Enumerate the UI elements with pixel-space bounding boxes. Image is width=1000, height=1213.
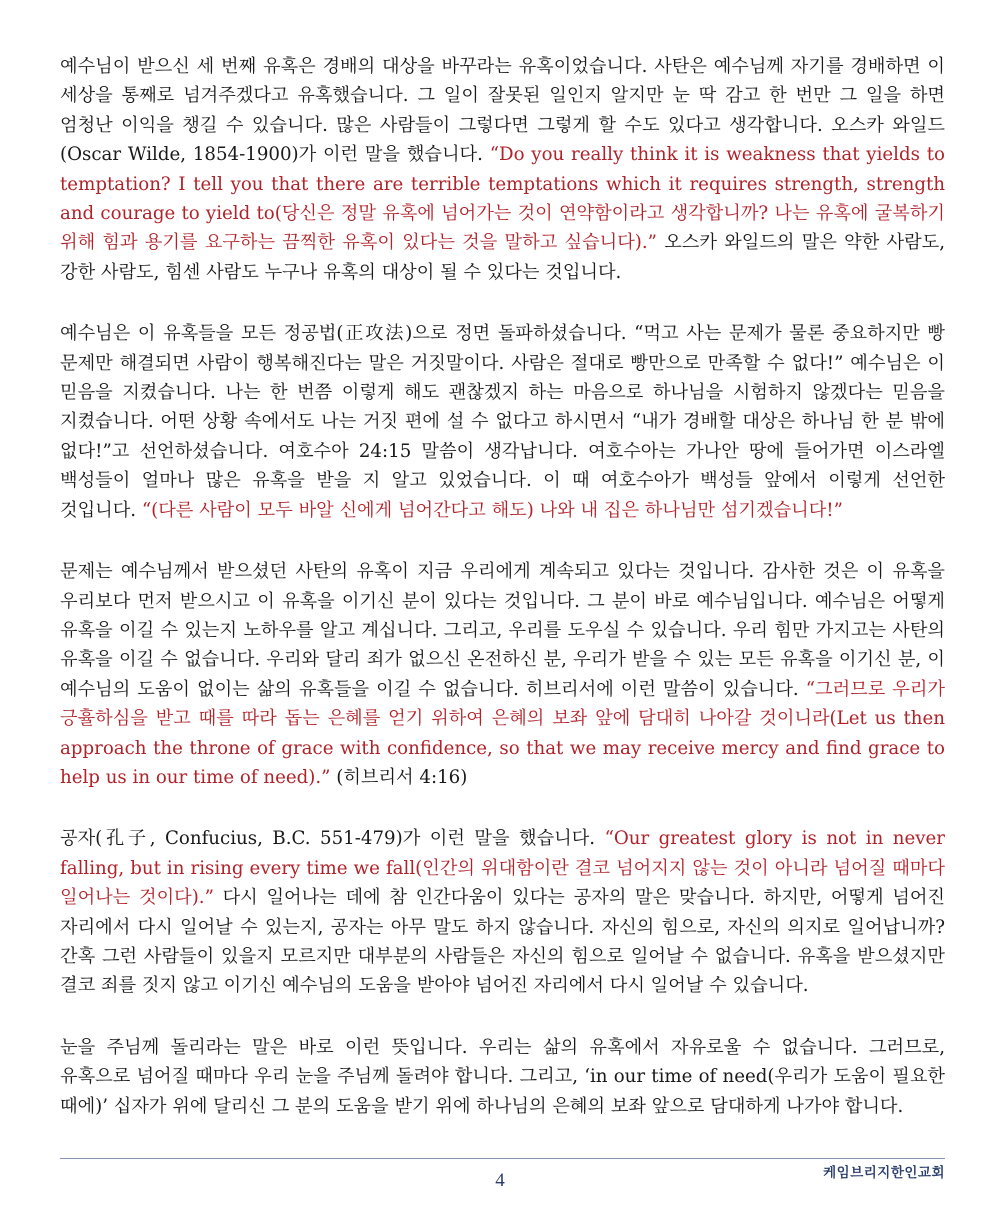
- paragraph-text: 문제는 예수님께서 받으셨던 사탄의 유혹이 지금 우리에게 계속되고 있다는 것입니다. 감사한 것은 이 유혹을 우리보다 먼저 받으시고 이 유혹을 이기신 분이 있다는 것입니다. 그 분이 바로 예수님입니다. 예수님은 어떻게 유혹을 이길 수 있는지 노하우를 알고 계십니다. 그리고, 우리를 도우실 수 있습니다. 우리 힘만 가지고는 사탄의 유혹을 이길 수 없습니다. 우리와 달리 죄가 없으신 온전하신 분, 우리가 받을 수 있는 모든 유혹을 이기신 분, 이 예수님의 도움이 없이는 삶의 유혹들을 이길 수 없습니다. 히브리서에 이런 말씀이 있습니다.: [60, 561, 945, 700]
- joshua-quote: “(다른 사람이 모두 바알 신에게 넘어간다고 해도) 나와 내 집은 하나님만 섬기겠습니다!”: [141, 499, 843, 521]
- church-name: 케임브리지한인교회: [823, 1165, 945, 1181]
- paragraph-text: 공자(孔子, Confucius, B.C. 551-479)가 이런 말을 했습니다.: [60, 828, 605, 850]
- paragraph-confucius: [60, 824, 945, 1000]
- paragraph-text: 눈을 주님께 돌리라는 말은 바로 이런 뜻입니다. 우리는 삶의 유혹에서 자유로울 수 없습니다. 그러므로, 유혹으로 넘어질 때마다 우리 눈을 주님께 돌려야 합니다. 그리고, ‘in our time of need(우리가 도움이 필요한 때에)’ 십자가 위에 달리신 그 분의 도움을 받기 위에 하나님의 은혜의 보좌 앞으로 담대하게 나가야 합니다.: [60, 1036, 945, 1117]
- hebrews-quote: “그러므로 우리가 긍휼하심을 받고 때를 따라 돕는 은혜를 얻기 위하여 은혜의 보좌 앞에 담대히 나아갈 것이니라(Let us then approach the throne of grace with confidence, so that we may receive mercy and find grace to help us in our time of need).”: [60, 678, 945, 788]
- paragraph-conclusion: [60, 1033, 945, 1121]
- paragraph-jesus-response: [60, 319, 945, 525]
- paragraph-temptation-worship: [60, 52, 945, 287]
- paragraph-text: (히브리서 4:16): [330, 766, 468, 788]
- paragraph-text: 예수님은 이 유혹들을 모든 정공법(正攻法)으로 정면 돌파하셨습니다. “먹고 사는 문제가 물론 중요하지만 빵 문제만 해결되면 사람이 행복해진다는 말은 거짓말이다. 사람은 절대로 빵만으로 만족할 수 없다!” 예수님은 이 믿음을 지켰습니다. 나는 한 번쯤 이렇게 해도 괜찮겠지 하는 마음으로 하나님을 시험하지 않겠다는 믿음을 지켰습니다. 어떤 상황 속에서도 나는 거짓 편에 설 수 없다고 하시면서 “내가 경배할 대상은 하나님 한 분 밖에 없다!”고 선언하셨습니다. 여호수아 24:15 말씀이 생각납니다. 여호수아는 가나안 땅에 들어가면 이스라엘 백성들이 얼마나 많은 유혹을 받을 지 알고 있었습니다. 이 때 여호수아가 백성들 앞에서 이렇게 선언한 것입니다.: [60, 323, 945, 521]
- paragraph-text: 오스카 와일드의 말은 약한 사람도, 강한 사람도, 힘센 사람도 누구나 유혹의 대상이 될 수 있다는 것입니다.: [60, 232, 946, 283]
- footer-divider: [60, 1158, 945, 1159]
- page-number: 4: [495, 1170, 505, 1191]
- paragraph-text: 예수님이 받으신 세 번째 유혹은 경배의 대상을 바꾸라는 유혹이었습니다. 사탄은 예수님께 자기를 경배하면 이 세상을 통째로 넘겨주겠다고 유혹했습니다. 그 일이 잘못된 일인지 알지만 눈 딱 감고 한 번만 그 일을 하면 엄청난 이익을 챙길 수 있습니다. 많은 사람들이 그렇다면 그렇게 할 수도 있다고 생각합니다. 오스카 와일드(Oscar Wilde, 1854-1900)가 이런 말을 했습니다.: [60, 56, 945, 166]
- confucius-quote: “Our greatest glory is not in never falling, but in rising every time we fall(인간의 위대함이란 결코 넘어지지 않는 것이 아니라 넘어질 때마다 일어나는 것이다).”: [60, 828, 946, 909]
- oscar-wilde-quote: “Do you really think it is weakness that yields to temptation? I tell you that there are terrible temptations which it requires strength, strength and courage to yield to(당신은 정말 유혹에 넘어가는 것이 연약함이라고 생각합니까? 나는 유혹에 굴복하기 위해 힘과 용기를 요구하는 끔찍한 유혹이 있다는 것을 말하고 싶습니다).”: [60, 144, 945, 254]
- paragraph-continuing-temptation: [60, 557, 945, 792]
- paragraph-text: 다시 일어나는 데에 참 인간다움이 있다는 공자의 말은 맞습니다. 하지만, 어떻게 넘어진 자리에서 다시 일어날 수 있는지, 공자는 아무 말도 하지 않습니다. 자신의 힘으로, 자신의 의지로 일어납니까? 간혹 그런 사람들이 있을지 모르지만 대부분의 사람들은 자신의 힘으로 일어날 수 없습니다. 유혹을 받으셨지만 결코 죄를 짓지 않고 이기신 예수님의 도움을 받아야 넘어진 자리에서 다시 일어날 수 있습니다.: [60, 887, 945, 997]
- page-body: [60, 52, 945, 1121]
